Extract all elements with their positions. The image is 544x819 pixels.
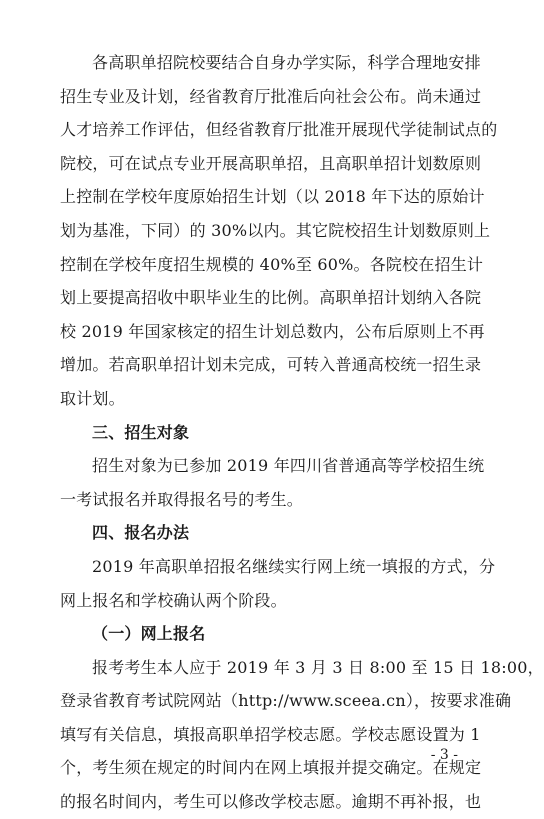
section-heading-3: 三、招生对象 [92,422,190,442]
paragraph-line: 招生专业及计划，经省教育厅批准后向社会公布。尚未通过 [60,86,482,106]
subsection-heading-4-1: （一）网上报名 [92,624,206,644]
body-text [60,46,544,819]
paragraph-line: 校 2019 年国家核定的招生计划总数内，公布后原则上不再 [60,321,485,341]
paragraph-line: 增加。若高职单招计划未完成，可转入普通高校统一招生录 [60,355,482,375]
paragraph-line: 个，考生须在规定的时间内在网上填报并提交确定。在规定 [60,758,482,778]
paragraph-line: 院校，可在试点专业开展高职单招，且高职单招计划数原则 [60,153,482,173]
section-heading-4: 四、报名办法 [92,523,190,543]
paragraph-line: 2019 年高职单招报名继续实行网上统一填报的方式，分 [92,556,496,576]
paragraph-line: 各高职单招院校要结合自身办学实际，科学合理地安排 [92,53,481,72]
paragraph-line: 划上要提高招收中职毕业生的比例。高职单招计划纳入各院 [60,288,482,308]
paragraph-line: 一考试报名并取得报名号的考生。 [60,489,304,509]
paragraph-line: 的报名时间内，考生可以修改学校志愿。逾期不再补报，也 [60,792,482,812]
paragraph-line: 划为基准，下同）的 30%以内。其它院校招生计划数原则上 [60,220,491,240]
paragraph-line: 招生对象为已参加 2019 年四川省普通高等学校招生统 [92,456,485,476]
paragraph-line: 登录省教育考试院网站（http://www.sceea.cn），按要求准确 [60,691,512,711]
paragraph-line: 网上报名和学校确认两个阶段。 [60,590,287,610]
paragraph-line: 上控制在学校年度原始招生计划（以 2018 年下达的原始计 [60,187,485,207]
page-number: - 3 - [430,747,458,763]
paragraph-line: 报考考生本人应于 2019 年 3 月 3 日 8:00 至 15 日 18:00， [92,657,544,677]
paragraph-line: 人才培养工作评估，但经省教育厅批准开展现代学徒制试点的 [60,120,498,140]
paragraph-line: 控制在学校年度招生规模的 40%至 60%。各院校在招生计 [60,254,484,274]
paragraph-line: 取计划。 [60,388,125,408]
paragraph-line: 填写有关信息，填报高职单招学校志愿。学校志愿设置为 1 [60,724,481,744]
